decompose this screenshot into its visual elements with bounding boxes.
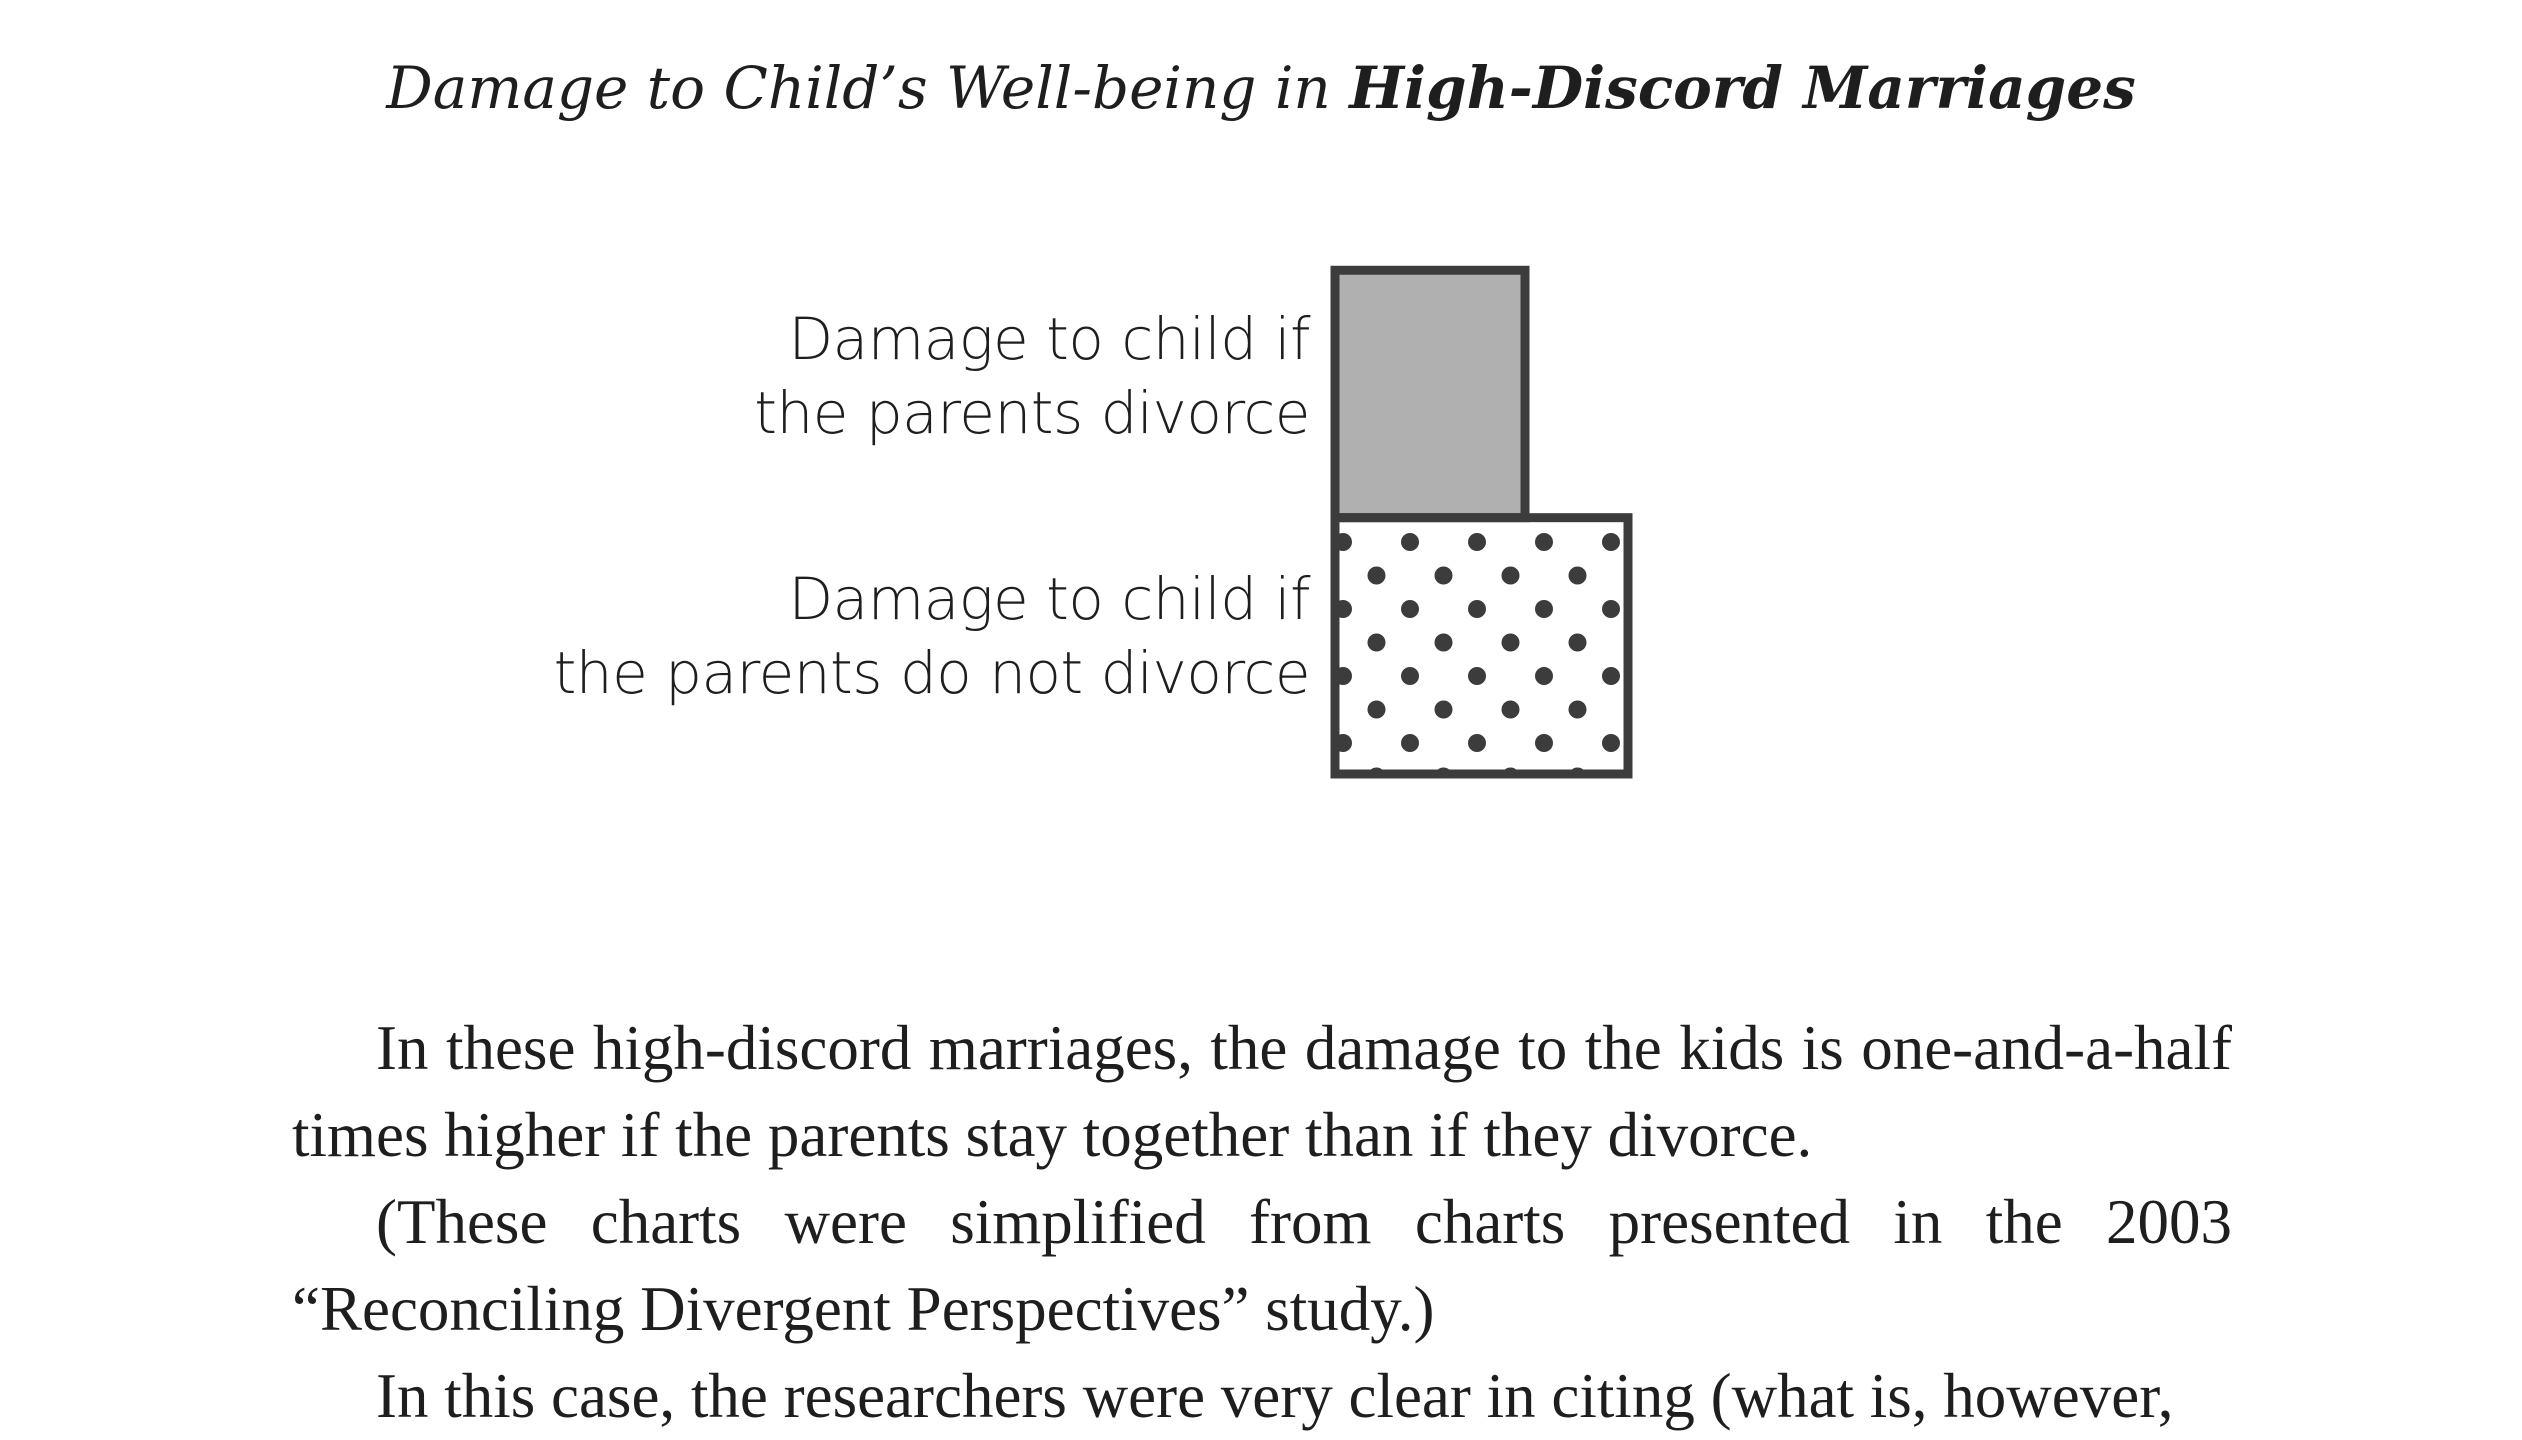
bar-label-no-divorce-line2: the parents do not divorce (553, 639, 1310, 707)
paragraph: In these high-discord marriages, the damage to the kids is one-and-a-half times higher if the parents stay together than if they divorce. (292, 1013, 2232, 1170)
chart-title (0, 48, 2522, 128)
bar-no-divorce-dots (1335, 518, 1628, 774)
bar-label-divorce-line2: the parents divorce (754, 379, 1310, 447)
bar-label-no-divorce-line1: Damage to child if (788, 565, 1310, 633)
chart-title-emphasis: High-Discord Marriages (1349, 54, 2136, 122)
paragraph: (These charts were simplified from charts presented in the 2003 “Reconciling Divergent Perspectives” study.) (292, 1187, 2232, 1344)
bar-divorce (1335, 270, 1525, 517)
bar-label-divorce-line1: Damage to child if (788, 305, 1310, 373)
damage-comparison-chart (1330, 248, 1650, 788)
bar-label-no-divorce (554, 562, 1310, 710)
chart-title-prefix: Damage to Child’s Well-being in (386, 54, 1350, 122)
body-text (292, 1005, 2232, 1440)
paragraph: In this case, the researchers were very clear in citing (what is, however, (376, 1361, 2174, 1431)
bar-label-divorce (754, 302, 1310, 450)
